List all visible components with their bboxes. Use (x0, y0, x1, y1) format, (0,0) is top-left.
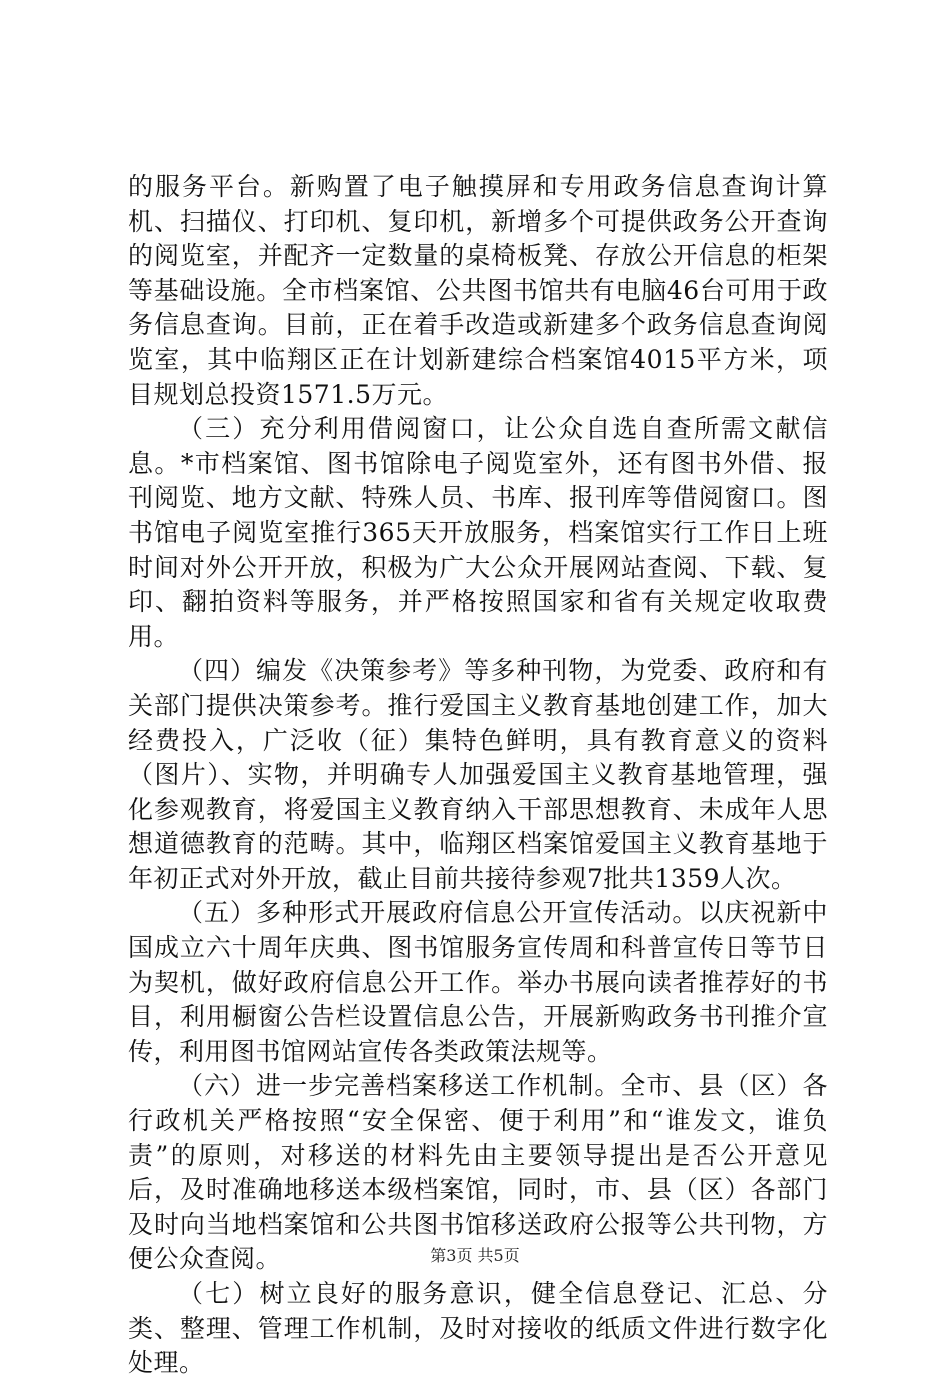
paragraph-section-4: （四）编发《决策参考》等多种刊物，为党委、政府和有关部门提供决策参考。推行爱国主义教育基地创建工作，加大经费投入，广泛收（征）集特色鲜明，具有教育意义的资料（图片）、实物，并明确专人加强爱国主义教育基地管理，强化参观教育，将爱国主义教育纳入干部思想教育、未成年人思想道德教育的范畴。其中，临翔区档案馆爱国主义教育基地于年初正式对外开放，截止目前共接待参观7批共1359人次。 (128, 656, 828, 893)
page-number-footer: 第3页 共5页 (430, 1246, 520, 1265)
paragraph-section-6: （六）进一步完善档案移送工作机制。全市、县（区）各行政机关严格按照“安全保密、便于利用”和“谁发文，谁负责”的原则，对移送的材料先由主要领导提出是否公开意见后，及时准确地移送本级档案馆，同时，市、县（区）各部门及时向当地档案馆和公共图书馆移送政府公报等公共刊物，方便公众查阅。 (128, 1071, 828, 1274)
paragraph-section-7: （七）树立良好的服务意识，健全信息登记、汇总、分类、整理、管理工作机制，及时对接收的纸质文件进行数字化处理。 (128, 1279, 828, 1378)
document-body (128, 170, 828, 1381)
paragraph-service-platform: 的服务平台。新购置了电子触摸屏和专用政务信息查询计算机、扫描仪、打印机、复印机，新增多个可提供政务公开查询的阅览室，并配齐一定数量的桌椅板凳、存放公开信息的柜架等基础设施。全市档案馆、公共图书馆共有电脑46台可用于政务信息查询。目前，正在着手改造或新建多个政务信息查询阅览室，其中临翔区正在计划新建综合档案馆4015平方米，项目规划总投资1571.5万元。 (128, 172, 828, 409)
paragraph-section-3: （三）充分利用借阅窗口，让公众自选自查所需文献信息。*市档案馆、图书馆除电子阅览室外，还有图书外借、报刊阅览、地方文献、特殊人员、书库、报刊库等借阅窗口。图书馆电子阅览室推行365天开放服务，档案馆实行工作日上班时间对外公开开放，积极为广大公众开展网站查阅、下载、复印、翻拍资料等服务，并严格按照国家和省有关规定收取费用。 (128, 414, 828, 651)
paragraph-section-5: （五）多种形式开展政府信息公开宣传活动。以庆祝新中国成立六十周年庆典、图书馆服务宣传周和科普宣传日等节日为契机，做好政府信息公开工作。举办书展向读者推荐好的书目，利用橱窗公告栏设置信息公告，开展新购政务书刊推介宣传，利用图书馆网站宣传各类政策法规等。 (128, 898, 828, 1066)
